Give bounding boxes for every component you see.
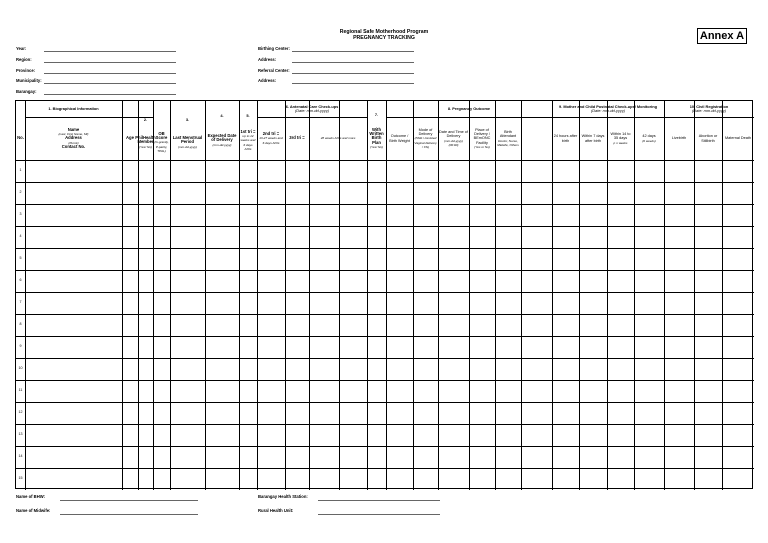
birthing-center-field[interactable] [258,46,414,53]
rural-health-unit-field[interactable] [258,508,440,516]
row-number-15: 15 [18,476,23,480]
referral-center-address-input-line[interactable] [292,83,414,84]
birthing-center-address-input-line[interactable] [292,62,414,63]
region-label: Region: [16,57,32,62]
column-header-philhealth: PhilHealth Member (Yes/ No) [135,135,156,149]
civil-registration-date-format: (Date: mm-dd-yyyy) [691,108,727,113]
row-number-11: 11 [18,388,23,392]
barangay-health-station-field[interactable] [258,494,440,502]
referral-center-address-label: Address: [258,78,277,83]
antenatal-care-date-format: (Date: mm-dd-yyyy) [294,108,330,113]
column-header-birth-plan: With Written Birth Plan (Yes/ No) [369,126,384,149]
row-number-8: 8 [19,322,22,326]
bhw-name-label: Name of BHW: [16,494,46,499]
column-header-within-7-days: Within 7 days after birth [581,134,605,143]
postnatal-date-format: (Date: mm-dd-yyyy) [590,108,626,113]
name-hint: (Last, First Name, MI) [58,132,89,137]
barangay-field[interactable] [16,89,176,96]
column-header-no: No. [17,135,24,141]
row-number-2: 2 [19,190,22,194]
row-number-5: 5 [19,256,22,260]
midwife-name-label: Name of Midwife: [16,508,51,513]
barangay-label: Barangay: [16,89,37,94]
group-7-number: 7. [374,111,379,117]
group-4-number: 4. [220,112,224,118]
column-header-abortion-stillbirth: Abortion or Stillbirth [698,134,718,143]
column-header-lmp: Last Menstrual Period (mm-dd-yyyy) [172,135,203,149]
column-header-ob-score: OB Score (G-gravity, P-parity, TPAL) [154,130,169,153]
birthing-center-label: Birthing Center: [258,46,290,51]
municipality-field[interactable] [16,78,176,85]
birthing-center-address-field[interactable] [258,57,414,64]
row-number-9: 9 [19,344,22,348]
midwife-name-input-line[interactable] [60,514,198,515]
referral-center-field[interactable] [258,68,414,75]
column-header-place-of-delivery: Place of Delivery / BEmONC Facility (Yes or No) [473,127,491,149]
referral-center-address-field[interactable] [258,78,414,85]
year-field[interactable] [16,46,176,53]
barangay-health-station-input-line[interactable] [318,500,440,501]
midwife-name-field[interactable] [16,508,198,516]
region-input-line[interactable] [44,62,176,63]
antenatal-care-title: 6. Antenatal Care Check-ups [285,103,339,109]
contact-header: Contact No. [61,143,86,149]
column-header-3rd-trimester-hint: 28 weeks AOG and more [320,136,356,141]
column-header-edd: Expected Date of Delivery (mm-dd-yyyy) [207,133,237,147]
pregnancy-tracking-table [15,100,753,489]
referral-center-label: Referral Center: [258,68,290,73]
row-number-7: 7 [19,300,22,304]
address-header: Address [65,135,82,141]
row-number-10: 10 [18,366,23,370]
column-header-date-time-delivery: Date and Time of Delivery (mm-dd-yyyy) (00:00) [439,130,468,147]
group-2-number: 2. [143,116,148,122]
row-number-12: 12 [18,410,23,414]
region-field[interactable] [16,57,176,64]
column-header-3rd-trimester: 3rd tri = [289,135,305,141]
column-header-livebirth: Livebirth [671,136,687,141]
address-hint: (Purok) [68,140,79,145]
year-input-line[interactable] [44,51,176,52]
row-number-1: 1 [19,168,22,172]
group-5-number: 5. [246,112,250,118]
group-biographical-information: 1. Biographical Information [48,105,99,111]
birthing-center-input-line[interactable] [292,51,414,52]
civil-registration-title: 10. Civil Registration [689,103,729,109]
province-label: Province: [16,68,36,73]
row-number-6: 6 [19,278,22,282]
column-header-maternal-death: Maternal Death [725,136,751,141]
form-title-block [0,29,768,41]
group-postnatal-checkups [552,101,664,117]
column-header-mode-of-delivery: Mode of Delivery (NSD / Assisted Vaginal Delivery / CS) [414,127,437,149]
rural-health-unit-label: Rural Health Unit: [258,508,294,513]
column-header-outcome-birth-weight: Outcome / Birth Weight [389,134,410,143]
name-header: Name [67,126,80,132]
group-pregnancy-outcome: 8. Pregnancy Outcome [447,105,491,111]
group-3-number: 3. [185,116,190,122]
birthing-center-address-label: Address: [258,57,277,62]
rural-health-unit-input-line[interactable] [318,514,440,515]
column-header-42-days: 42 days (6 weeks) [642,134,656,143]
barangay-health-station-label: Barangay Health Station: [258,494,308,499]
column-header-birth-attendant: Birth Attendant Doctor, Nurse, Midwife, Others [497,130,519,147]
column-header-14-to-35-days: Within 14 to 35 days p n weeks [610,132,631,145]
column-header-2nd-trimester: 2nd tri = 13-27 weeks and 6 days AOG [259,131,283,145]
postnatal-title: 9. Mother and Child Postnatal Check-ups/ Monitoring [559,103,657,109]
row-number-3: 3 [19,212,22,216]
column-header-blank [521,117,552,160]
row-number-14: 14 [18,454,23,458]
referral-center-input-line[interactable] [292,73,414,74]
bhw-name-field[interactable] [16,494,198,502]
annex-label: Annex A [697,28,747,44]
municipality-input-line[interactable] [44,83,176,84]
bhw-name-input-line[interactable] [60,500,198,501]
province-input-line[interactable] [44,73,176,74]
province-field[interactable] [16,68,176,75]
group-civil-registration [664,101,754,117]
column-header-name [25,117,122,160]
column-header-24-hours: 24 hours after birth [553,134,578,143]
row-number-4: 4 [19,234,22,238]
column-header-1st-trimester: 1st tri = up to 12 weeks and 6 days AOG [240,128,256,151]
program-title: Regional Safe Motherhood Program [339,29,429,35]
barangay-input-line[interactable] [44,94,176,95]
column-header-age: Age [126,135,134,141]
year-label: Year: [16,46,27,51]
municipality-label: Municipality: [16,78,42,83]
group-antenatal-care [257,101,367,117]
form-title: PREGNANCY TRACKING [353,35,415,42]
row-number-13: 13 [18,432,23,436]
